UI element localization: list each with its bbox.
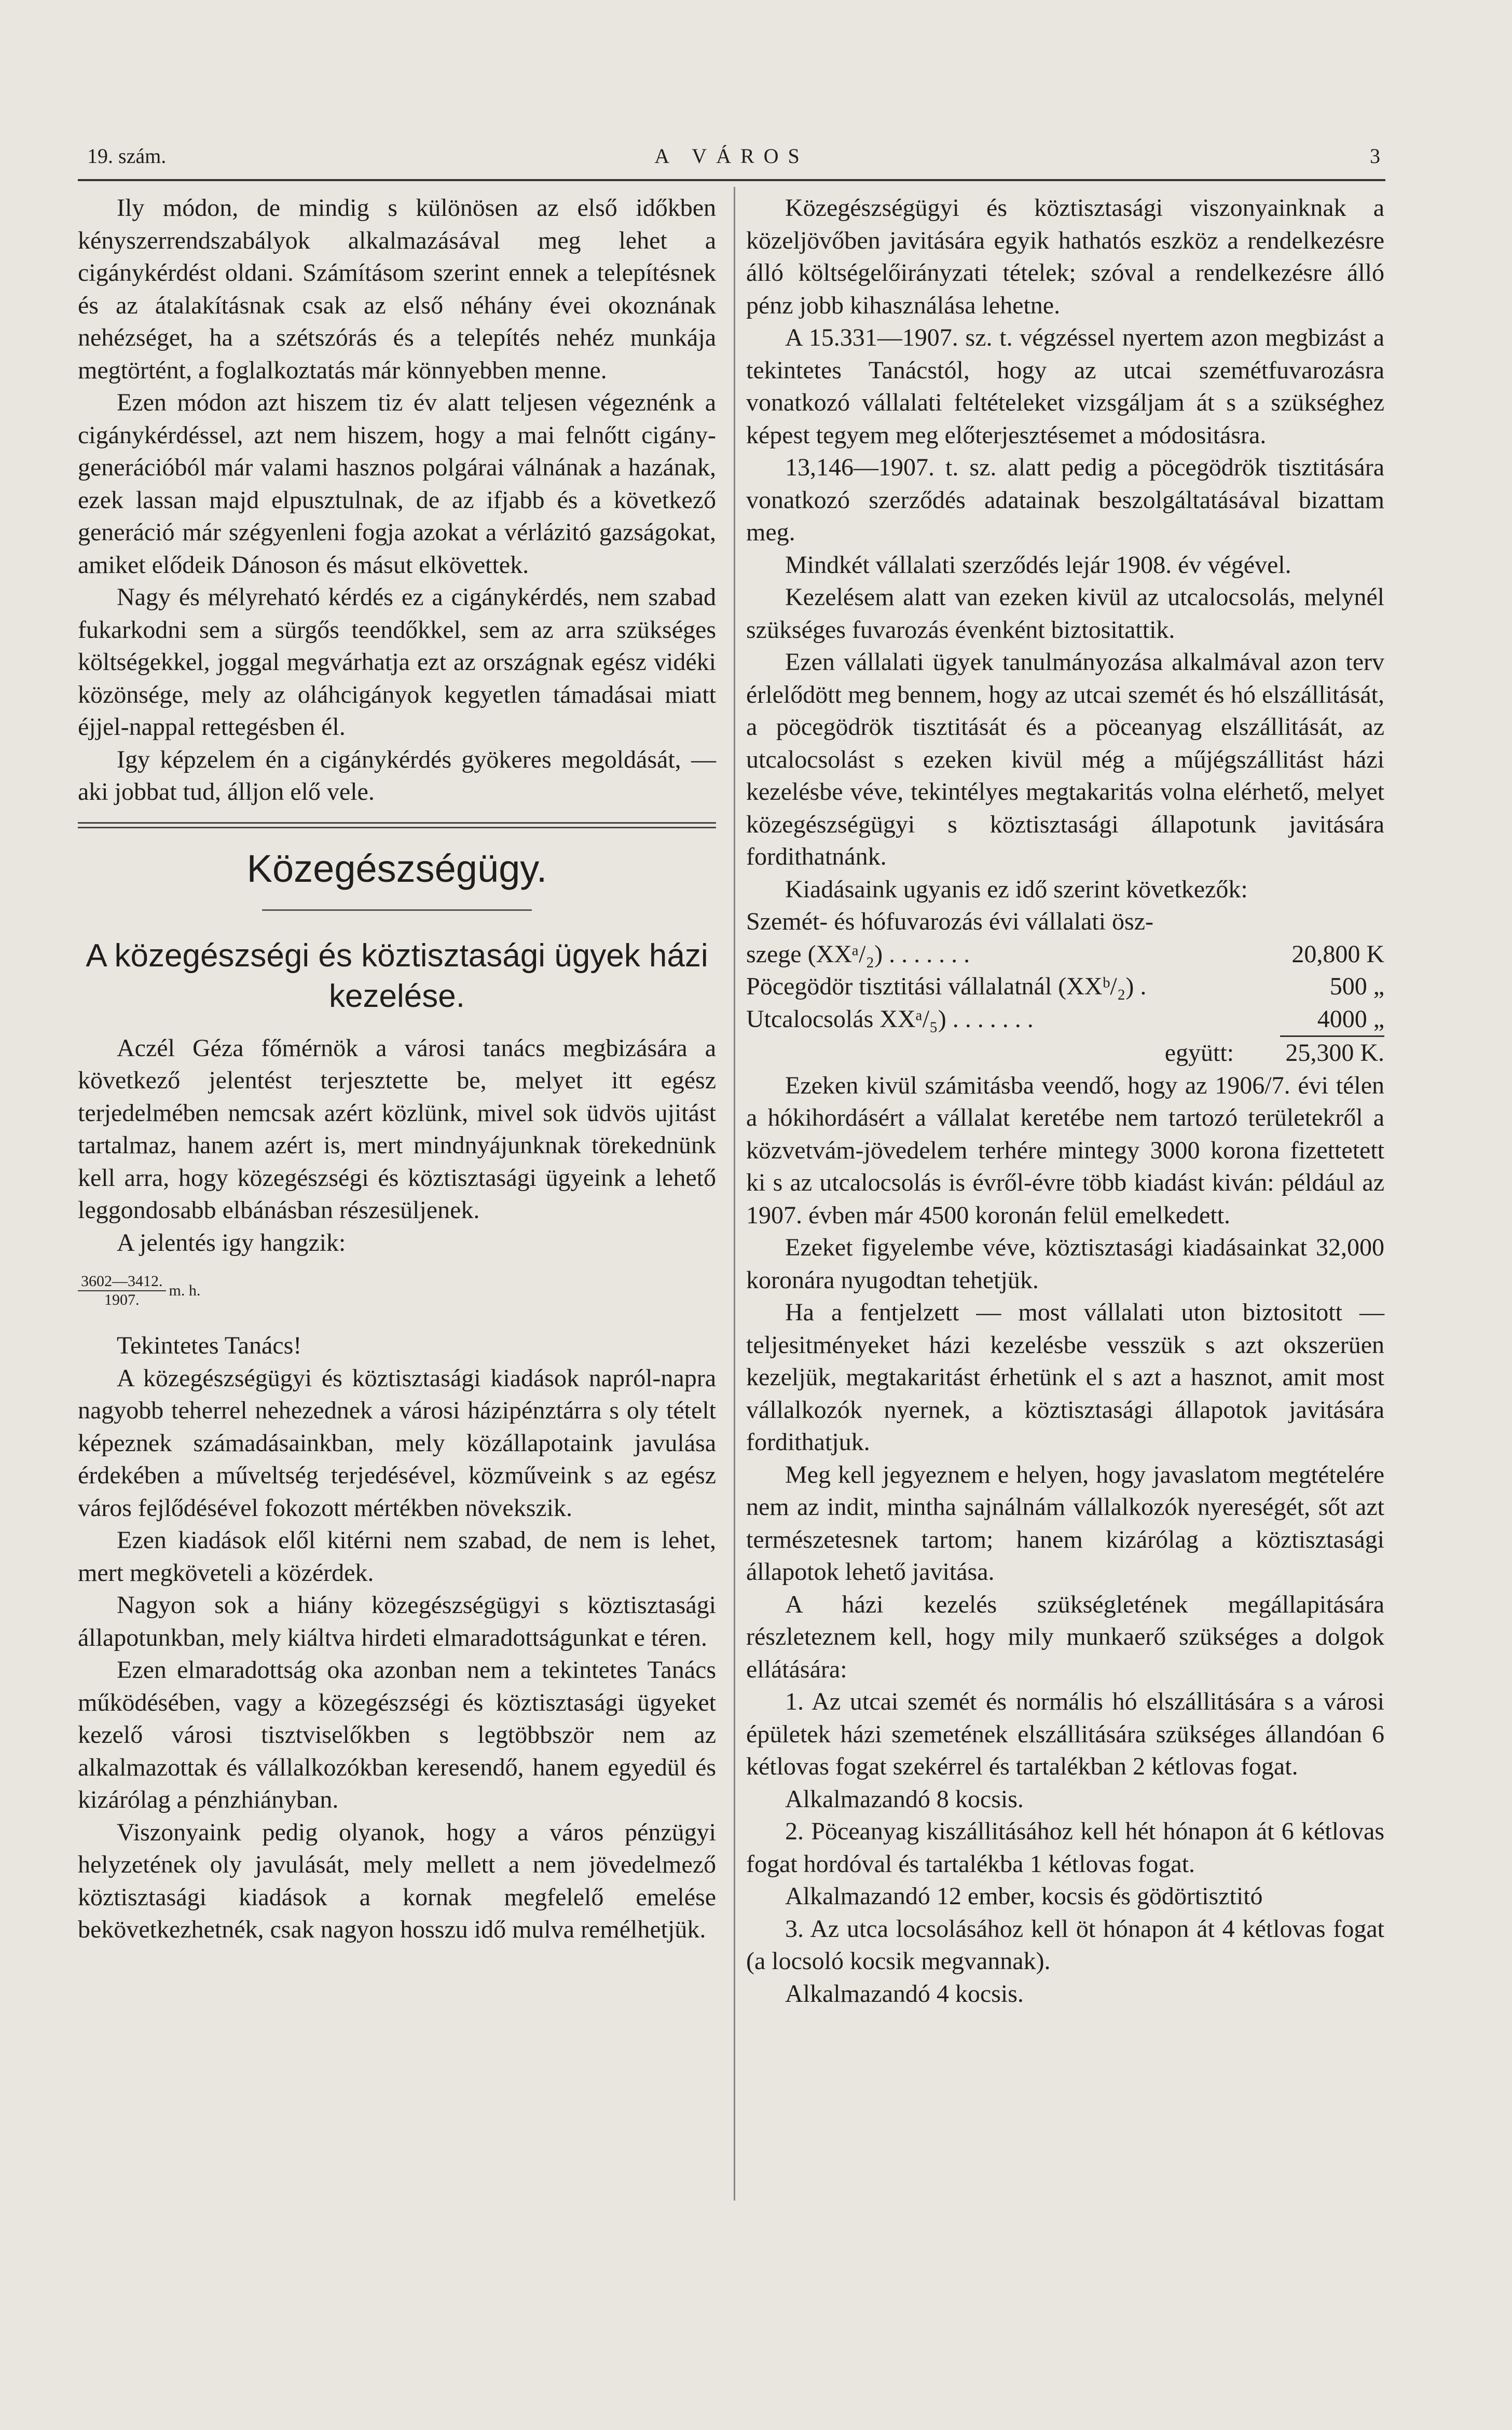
- paragraph: Nagyon sok a hiány közegészségügyi s köztisztasági állapotunkban, mely kiáltva hirdeti elmaradottságunkat e téren.: [78, 1591, 716, 1651]
- table-row: [746, 971, 1384, 1003]
- cost-amount: 500 „: [1329, 973, 1384, 1000]
- paragraph: Ezeken kivül számitásba veendő, hogy az 1906/7. évi télen a hókihordásért a vállalat keretébe nem tartozó területekről a közvetvám-jövedelem terhére mintegy 3000 korona fizettetett ki s az utcalocsolás is évről-évre több kiadást kiván: például az 1907. évben már 4500 koronán felül emelkedett.: [746, 1071, 1384, 1229]
- paragraph: Viszonyaink pedig olyanok, hogy a város pénzügyi helyzetének oly javulását, mely mellett a nem jövedelmező köztisztasági kiadások a kornak megfelelő emelése bekövetkezhetnék, csak nagyon hosszu idő mulva remélhetjük.: [78, 1818, 716, 1943]
- paragraph: Ily módon, de mindig s különösen az első időkben kényszerrendszabályok alkalmazásával meg lehet a cigánykérdést oldani. Számításom szerint ennek a telepítésnek és az átalakításnak csak az első néhány évei okoznának nehézséget, ha a szétszórás és a telepítés nehéz munkája megtörtént, a foglalkoztatás már könnyebben menne.: [78, 194, 716, 384]
- paragraph: Ezen módon azt hiszem tiz év alatt teljesen végeznénk a cigánykérdéssel, azt nem hiszem, hogy a mai felnőtt cigány-generációból már valami hasznos polgárai válnának a hazának, ezek lassan majd elpusztulnak, de az ifjabb és a következő generáció már szégyenleni fogja azokat a vérlázitó gazságokat, amiket elődeik Dánoson és másut elkövettek.: [78, 389, 716, 579]
- section-divider: [78, 822, 716, 828]
- paragraph: A házi kezelés szükségletének megállapitására részleteznem kell, hogy mily munkaerő szükséges a dolgok ellátására:: [746, 1590, 1384, 1683]
- cost-label: szege (XXᵃ/₂) . . . . . . .: [746, 940, 970, 968]
- reference-denominator: 1907.: [104, 1291, 140, 1308]
- cost-label: Utcalocsolás XXᵃ/₅) . . . . . . .: [746, 1005, 1034, 1033]
- paragraph: Ezeket figyelembe véve, köztisztasági kiadásainkat 32,000 koronára nyugodtan tehetjük.: [746, 1234, 1384, 1294]
- table-row: [746, 1003, 1384, 1036]
- paragraph: Alkalmazandó 4 kocsis.: [785, 1980, 1024, 2008]
- total-label: együtt:: [1164, 1039, 1234, 1067]
- paragraph: Meg kell jegyeznem e helyen, hogy javaslatom megtételére nem az indit, mintha sajnálnám vállalkozók nyereségét, sőt azt természetesnek tartom; hanem kizárólag a köztisztasági állapotok lehető javitása.: [746, 1460, 1384, 1586]
- paragraph: Ezen elmaradottság oka azonban nem a tekintetes Tanács működésében, vagy a közegészségi és köztisztasági ügyeket kezelő városi tisztviselőkben s legtöbbször nem az alkalmazottak és vállalkozókban keresendő, hanem egyedül és kizárólag a pénzhiányban.: [78, 1656, 716, 1813]
- cost-amount: 20,800 K: [1291, 940, 1384, 968]
- page-header: [78, 138, 1385, 174]
- paragraph: Közegészségügyi és köztisztasági viszonyainknak a közeljövőben javitására egyik hathatós eszköz a rendelkezésre álló költségelőirányzati tételek; szóval a rendelkezésre álló pénz jobb kihasználása lehetne.: [746, 194, 1384, 319]
- paragraph: Ezen vállalati ügyek tanulmányozása alkalmával azon terv érlelődött meg bennem, hogy az utcai szemét és hó elszállitását, a pöcegödrök tisztitását és a pöceanyag elszállitását, az utcalocsolást s ezeken kivül még a műjégszállitást házi kezelésbe véve, tekintélyes megtakaritás volna elérhető, melyet közegészségügyi s köztisztasági állapotunk javitására fordithatnánk.: [746, 648, 1384, 870]
- reference-suffix: m. h.: [169, 1282, 201, 1299]
- table-row: [746, 906, 1384, 938]
- list-item: 1. Az utcai szemét és normális hó elszállitására s a városi épületek házi szemetének elszállitására szükséges állandóan 6 kétlovas fogat szekérrel és tartalékban 2 kétlovas fogat.: [746, 1688, 1384, 1780]
- section-title: Közegészségügy.: [246, 847, 547, 890]
- left-column: [78, 192, 716, 1946]
- cost-amount: 4000 „: [1317, 1005, 1384, 1033]
- cost-table: [746, 906, 1384, 1070]
- page-number: 3: [1370, 144, 1380, 168]
- paragraph: Kezelésem alatt van ezeken kivül az utcalocsolás, melynél szükséges fuvarozás évenként biztositattik.: [746, 583, 1384, 644]
- total-amount: 25,300 K.: [1280, 1035, 1384, 1070]
- paragraph: Alkalmazandó 8 kocsis.: [785, 1785, 1024, 1813]
- list-item: 3. Az utca locsolásához kell öt hónapon át 4 kétlovas fogat (a locsoló kocsik megvannak).: [746, 1915, 1384, 1975]
- header-rule: [78, 179, 1385, 181]
- paragraph: Kiadásaink ugyanis ez idő szerint következők:: [785, 875, 1248, 903]
- paragraph: A 15.331—1907. sz. t. végzéssel nyertem azon megbizást a tekintetes Tanácstól, hogy az utcai szemétfuvarozásra vonatkozó vállalati feltételeket vizsgáljam át s a szükséghez képest tegyem meg előterjesztésemet a módositásra.: [746, 324, 1384, 449]
- column-divider: [734, 187, 735, 2201]
- list-item: 2. Pöceanyag kiszállitásához kell hét hónapon át 6 kétlovas fogat hordóval és tartalékba 1 kétlovas fogat.: [746, 1818, 1384, 1878]
- paragraph: Alkalmazandó 12 ember, kocsis és gödörtisztitó: [785, 1882, 1263, 1910]
- paragraph: Ha a fentjelzett — most vállalati uton biztositott — teljesitményeket házi kezelésbe vesszük s azt okszerüen kezeljük, megtakaritást érhetünk el s azt a hasznot, amit most vállalkozók nyernek, a köztisztasági állapotok javitására fordithatjuk.: [746, 1299, 1384, 1456]
- paragraph: 13,146—1907. t. sz. alatt pedig a pöcegödrök tisztitására vonatkozó szerződés adatainak beszolgáltatásával bizattam meg.: [746, 454, 1384, 546]
- paragraph: A jelentés igy hangzik:: [117, 1228, 346, 1257]
- right-column: [746, 192, 1384, 2010]
- paragraph: Igy képzelem én a cigánykérdés gyökeres megoldását, — aki jobbat tud, álljon elő vele.: [78, 745, 716, 806]
- article-title: A közegészségi és köztisztasági ügyek házi kezelése.: [86, 937, 708, 1014]
- issue-number: 19. szám.: [87, 144, 167, 168]
- paragraph: Nagy és mélyreható kérdés ez a cigánykérdés, nem szabad fukarkodni sem a sürgős teendőkkel, sem az arra szükséges költségekkel, joggal megvárhatja ezt az országnak egész vidéki közönsége, mely az oláhcigányok kegyetlen támadásai miatt éjjel-nappal rettegésben él.: [78, 583, 716, 741]
- paragraph: Ezen kiadások elől kitérni nem szabad, de nem is lehet, mert megköveteli a közérdek.: [78, 1526, 716, 1587]
- cost-label: Pöcegödör tisztitási vállalatnál (XXᵇ/₂) .: [746, 973, 1147, 1000]
- cost-label: Szemét- és hófuvarozás évi vállalati ösz-: [746, 908, 1154, 935]
- paragraph: Mindkét vállalati szerződés lejár 1908. év végével.: [785, 551, 1291, 579]
- table-total-row: [746, 1035, 1384, 1070]
- title-separator: [262, 909, 532, 911]
- table-row: [746, 938, 1384, 971]
- reference-numerator: 3602—3412.: [78, 1273, 166, 1291]
- salutation: Tekintetes Tanács!: [117, 1332, 302, 1359]
- reference-number: [78, 1273, 716, 1309]
- paragraph: Aczél Géza főmérnök a városi tanács megbizására a következő jelentést terjesztette be, melyet itt egész terjedelmében nemcsak azért közlünk, mivel sok üdvös ujitást tartalmaz, hanem azért is, mert mindnyájunknak törekednünk kell arra, hogy közegészségi és köztisztasági ügyeink a lehető leggondosabb elbánásban részesüljenek.: [78, 1034, 716, 1224]
- newspaper-title: A VÁROS: [654, 144, 809, 168]
- paragraph: A közegészségügyi és köztisztasági kiadások napról-napra nagyobb teherrel nehezednek a városi házipénztárra s oly tételt képeznek számadásainkban, mely közállapotaink javulása érdekében a műveltség terjedésével, közműveink s az egész város fejlődésével fokozott mértékben növekszik.: [78, 1364, 716, 1522]
